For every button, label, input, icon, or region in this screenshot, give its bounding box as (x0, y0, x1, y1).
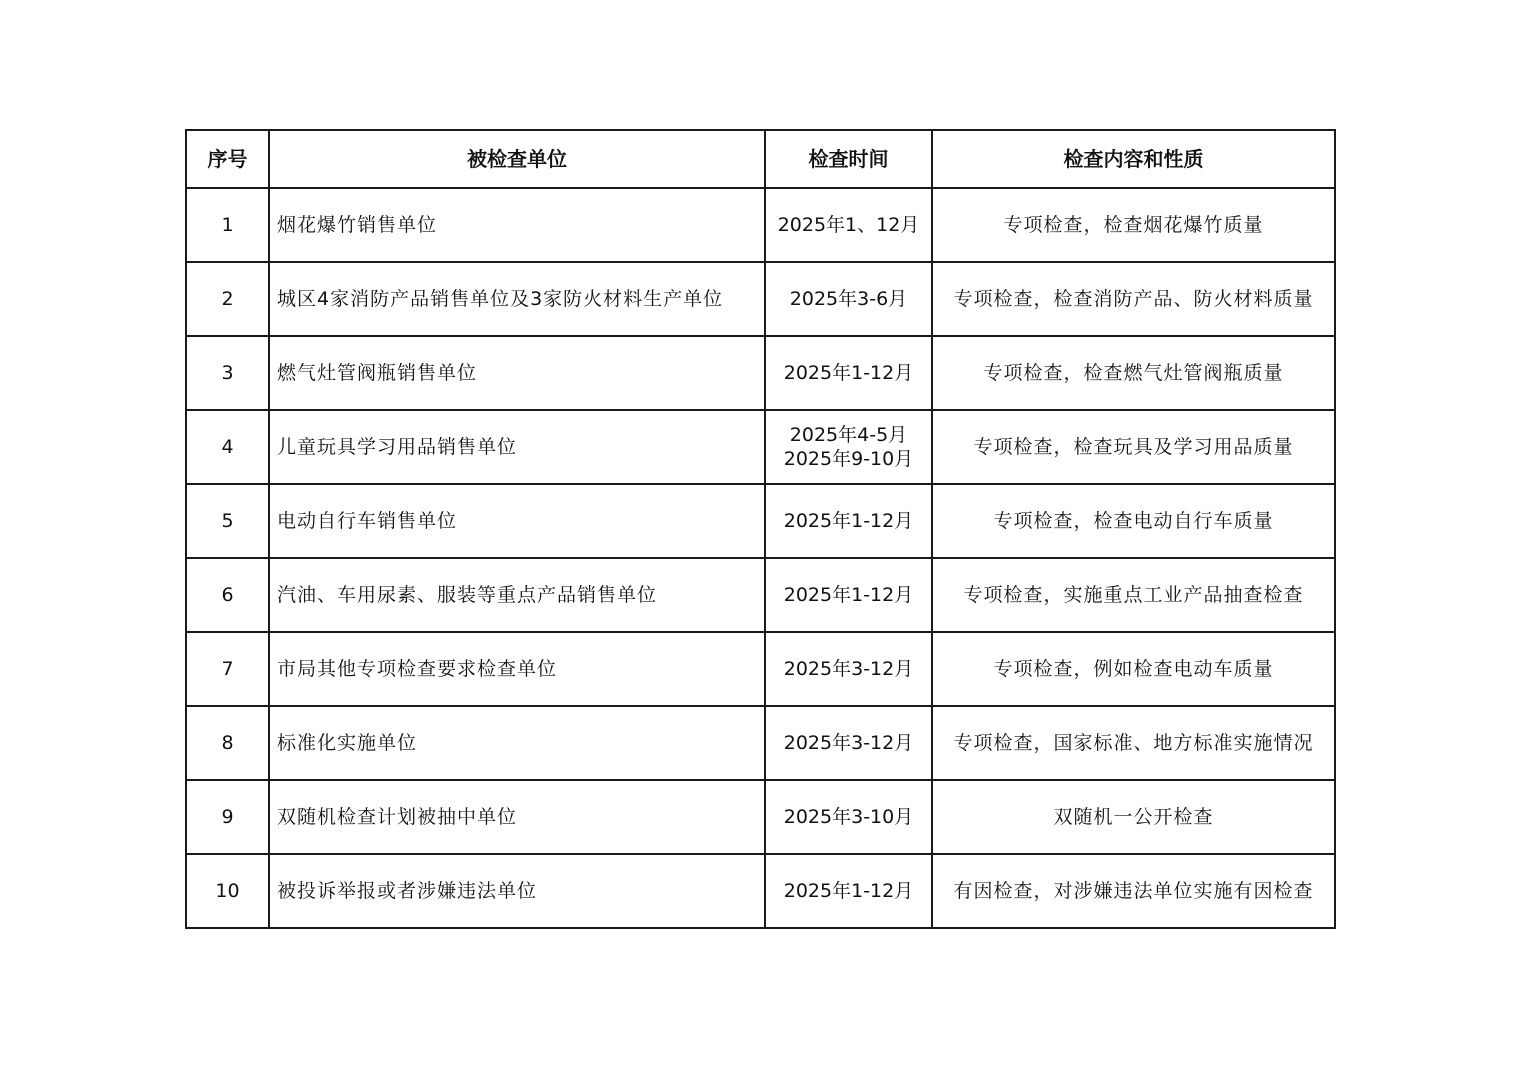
cell-unit: 标准化实施单位 (269, 706, 765, 780)
table-row (186, 632, 1335, 706)
inspection-table (185, 129, 1336, 929)
cell-seq: 8 (186, 706, 269, 780)
cell-unit: 燃气灶管阀瓶销售单位 (269, 336, 765, 410)
header-time: 检查时间 (765, 130, 932, 188)
cell-seq: 2 (186, 262, 269, 336)
cell-time: 2025年4-5月 2025年9-10月 (765, 410, 932, 484)
cell-seq: 9 (186, 780, 269, 854)
table-row (186, 558, 1335, 632)
table-header (186, 130, 1335, 188)
header-row (186, 130, 1335, 188)
cell-unit: 烟花爆竹销售单位 (269, 188, 765, 262)
cell-content: 专项检查，例如检查电动车质量 (932, 632, 1335, 706)
cell-content: 专项检查，检查玩具及学习用品质量 (932, 410, 1335, 484)
cell-content: 专项检查，检查燃气灶管阀瓶质量 (932, 336, 1335, 410)
table-body (186, 188, 1335, 928)
cell-time: 2025年3-12月 (765, 632, 932, 706)
cell-content: 专项检查，检查电动自行车质量 (932, 484, 1335, 558)
cell-seq: 7 (186, 632, 269, 706)
cell-time: 2025年1、12月 (765, 188, 932, 262)
header-seq: 序号 (186, 130, 269, 188)
cell-time: 2025年1-12月 (765, 558, 932, 632)
cell-time: 2025年3-12月 (765, 706, 932, 780)
table-row (186, 336, 1335, 410)
cell-content: 专项检查，检查消防产品、防火材料质量 (932, 262, 1335, 336)
cell-unit: 被投诉举报或者涉嫌违法单位 (269, 854, 765, 928)
cell-content: 专项检查，国家标准、地方标准实施情况 (932, 706, 1335, 780)
cell-seq: 4 (186, 410, 269, 484)
cell-unit: 市局其他专项检查要求检查单位 (269, 632, 765, 706)
cell-content: 双随机一公开检查 (932, 780, 1335, 854)
cell-seq: 3 (186, 336, 269, 410)
table-row (186, 780, 1335, 854)
cell-unit: 双随机检查计划被抽中单位 (269, 780, 765, 854)
cell-unit: 电动自行车销售单位 (269, 484, 765, 558)
cell-seq: 6 (186, 558, 269, 632)
table-row (186, 410, 1335, 484)
cell-content: 专项检查，检查烟花爆竹质量 (932, 188, 1335, 262)
cell-seq: 1 (186, 188, 269, 262)
cell-content: 有因检查，对涉嫌违法单位实施有因检查 (932, 854, 1335, 928)
cell-time: 2025年1-12月 (765, 484, 932, 558)
table-row (186, 854, 1335, 928)
table-row (186, 188, 1335, 262)
cell-seq: 10 (186, 854, 269, 928)
cell-seq: 5 (186, 484, 269, 558)
table-row (186, 706, 1335, 780)
table-row (186, 484, 1335, 558)
cell-unit: 儿童玩具学习用品销售单位 (269, 410, 765, 484)
cell-time: 2025年1-12月 (765, 336, 932, 410)
cell-time: 2025年3-10月 (765, 780, 932, 854)
cell-unit: 城区4家消防产品销售单位及3家防火材料生产单位 (269, 262, 765, 336)
header-content: 检查内容和性质 (932, 130, 1335, 188)
cell-time: 2025年3-6月 (765, 262, 932, 336)
cell-time: 2025年1-12月 (765, 854, 932, 928)
cell-unit: 汽油、车用尿素、服装等重点产品销售单位 (269, 558, 765, 632)
cell-content: 专项检查，实施重点工业产品抽查检查 (932, 558, 1335, 632)
header-unit: 被检查单位 (269, 130, 765, 188)
table-row (186, 262, 1335, 336)
